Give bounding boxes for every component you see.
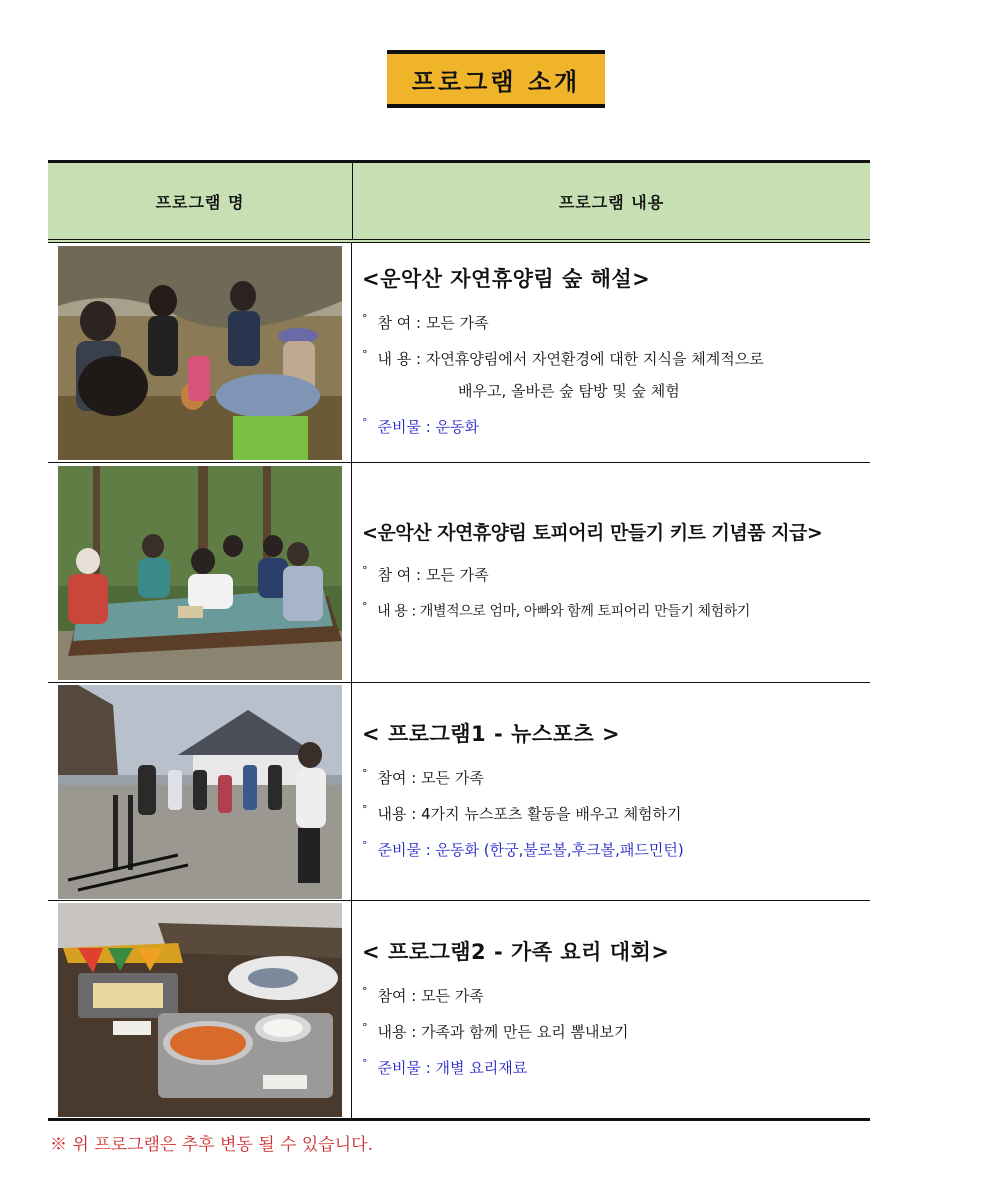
- new-sports-photo: [58, 685, 342, 899]
- table-row: [48, 683, 870, 901]
- header-program-content: 프로그램 내용: [558, 192, 665, 212]
- forest-tour-photo: [58, 246, 342, 460]
- content-text: 내 용 : 자연휴양림에서 자연환경에 대한 지식을 체계적으로: [377, 349, 764, 368]
- table-row: [48, 463, 870, 683]
- participants-text: 참 여 : 모든 가족: [377, 565, 489, 584]
- program-title: <운악산 자연휴양림 토피어리 만들기 키트 기념품 지급>: [362, 521, 823, 544]
- table-header: [48, 163, 870, 243]
- bullet: °: [362, 311, 368, 325]
- footer-note: ※ 위 프로그램은 추후 변동 될 수 있습니다.: [50, 1135, 373, 1155]
- bullet: °: [362, 838, 368, 852]
- bullet: °: [362, 1020, 368, 1034]
- supplies-text: 준비물 : 개별 요리재료: [377, 1058, 528, 1077]
- content-text: 내용 : 4가지 뉴스포츠 활동을 배우고 체험하기: [377, 804, 682, 823]
- participants-text: 참 여 : 모든 가족: [377, 313, 489, 332]
- topiary-photo: [58, 466, 342, 680]
- program-title: < 프로그램1 - 뉴스포츠 >: [362, 721, 621, 746]
- bullet: °: [362, 1056, 368, 1070]
- bullet: °: [362, 415, 368, 429]
- bullet: °: [362, 984, 368, 998]
- bullet: °: [362, 347, 368, 361]
- program-title: < 프로그램2 - 가족 요리 대회>: [362, 939, 670, 964]
- program-table: [48, 160, 870, 1121]
- supplies-text: 준비물 : 운동화 (한궁,불로볼,후크볼,패드민턴): [377, 840, 684, 859]
- content-text-cont: 배우고, 올바른 숲 탐방 및 숲 체험: [458, 381, 680, 400]
- cooking-contest-photo: [58, 903, 342, 1117]
- supplies-text: 준비물 : 운동화: [377, 417, 480, 436]
- bullet: °: [362, 802, 368, 816]
- bullet: °: [362, 599, 368, 613]
- header-program-name: 프로그램 명: [48, 163, 353, 239]
- content-text: 내용 : 가족과 함께 만든 요리 뽐내보기: [377, 1022, 629, 1041]
- table-row: [48, 243, 870, 463]
- bullet: °: [362, 563, 368, 577]
- participants-text: 참여 : 모든 가족: [377, 768, 484, 787]
- participants-text: 참여 : 모든 가족: [377, 986, 484, 1005]
- program-title: <운악산 자연휴양림 숲 해설>: [362, 266, 651, 291]
- page-title: 프로그램 소개: [387, 50, 605, 108]
- table-row: [48, 901, 870, 1121]
- content-text: 내 용 : 개별적으로 엄마, 아빠와 함께 토피어리 만들기 체험하기: [377, 603, 751, 620]
- bullet: °: [362, 766, 368, 780]
